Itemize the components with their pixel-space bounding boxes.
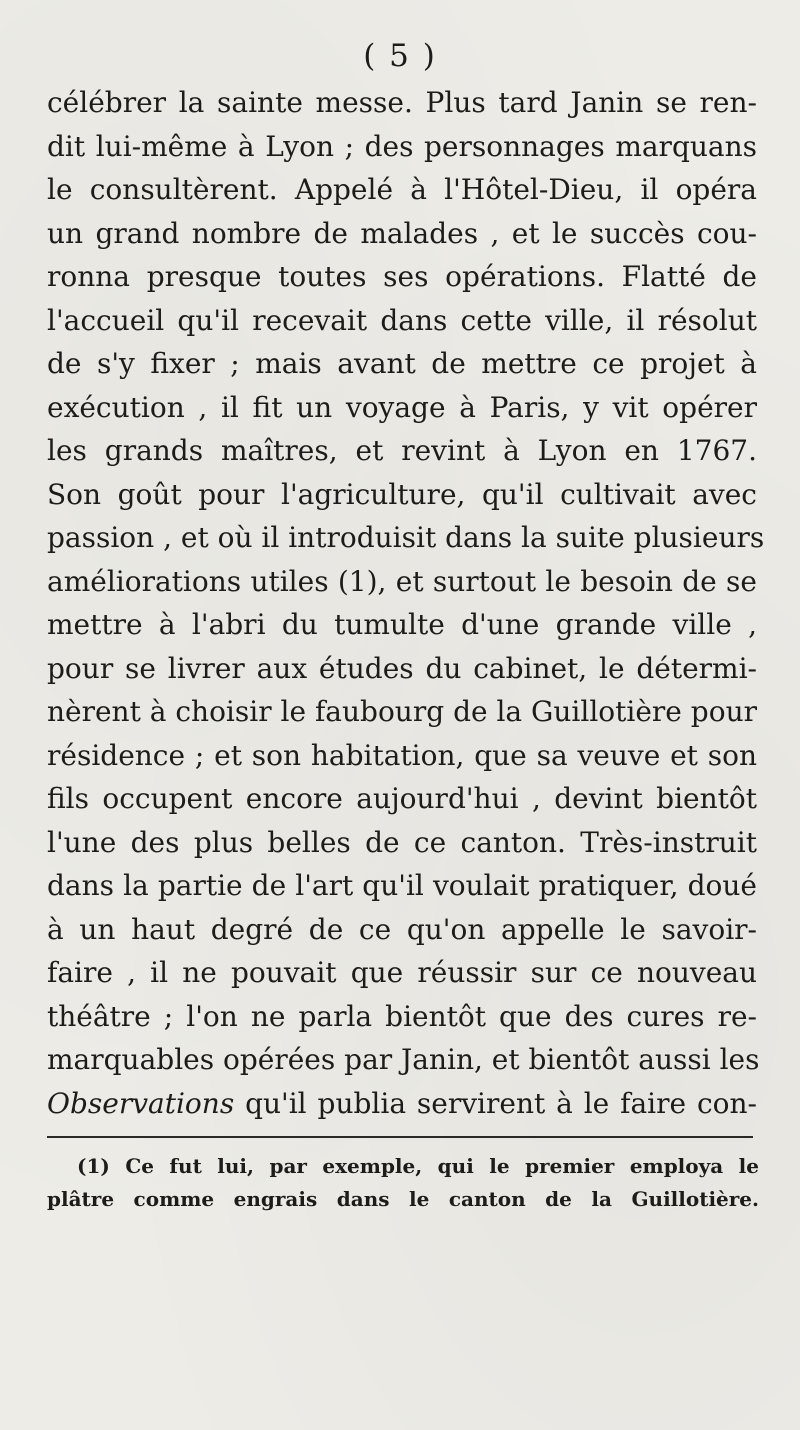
text-line: l'une des plus belles de ce canton. Très-instruit (47, 825, 757, 859)
text-line: mettre à l'abri du tumulte d'une grande ville , (47, 608, 757, 641)
text-line: faire , il ne pouvait que réussir sur ce nouveau (47, 956, 757, 989)
italic-title-word: Observations (47, 1086, 235, 1120)
text-line: théâtre ; l'on ne parla bientôt que des cures re- (47, 999, 757, 1033)
text-line: à un haut degré de ce qu'on appelle le savoir- (47, 912, 757, 946)
text-line: célébrer la sainte messe. Plus tard Janin se ren- (47, 86, 757, 119)
text-line-rest: qu'il publia servirent à le faire con- (234, 1086, 757, 1120)
text-line: améliorations utiles (1), et surtout le besoin de se (47, 564, 757, 598)
text-line: passion , et où il introduisit dans la suite plusieurs (47, 521, 765, 554)
text-line: dans la partie de l'art qu'il voulait pratiquer, doué (47, 869, 757, 902)
footnote-line: (1) Ce fut lui, par exemple, qui le premier employa le (77, 1154, 759, 1178)
text-line: l'accueil qu'il recevait dans cette ville, il résolut (47, 303, 757, 337)
page-number: ( 5 ) (363, 38, 437, 74)
body-text (47, 81, 765, 1125)
text-line: marquables opérées par Janin, et bientôt aussi les (47, 1043, 760, 1076)
text-line: résidence ; et son habitation, que sa veuve et son (47, 738, 757, 772)
text-line: le consultèrent. Appelé à l'Hôtel-Dieu, il opéra (47, 173, 757, 206)
footnote (47, 1150, 759, 1216)
text-line: ronna presque toutes ses opérations. Flatté de (47, 260, 757, 293)
text-line: exécution , il fit un voyage à Paris, y vit opérer (47, 390, 757, 424)
text-line: fils occupent encore aujourd'hui , devint bientôt (47, 782, 757, 815)
text-line: Son goût pour l'agriculture, qu'il cultivait avec (47, 477, 757, 511)
text-line-last (47, 1082, 757, 1126)
footnote-line: plâtre comme engrais dans le canton de la Guillotière. (47, 1187, 759, 1211)
text-line: nèrent à choisir le faubourg de la Guillotière pour (47, 695, 757, 728)
text-line: les grands maîtres, et revint à Lyon en 1767. (47, 434, 757, 467)
text-line: pour se livrer aux études du cabinet, le détermi- (47, 651, 757, 685)
footnote-divider (47, 1136, 753, 1138)
text-line: dit lui-même à Lyon ; des personnages marquans (47, 129, 757, 163)
text-line: un grand nombre de malades , et le succès cou- (47, 216, 757, 250)
text-line: de s'y fixer ; mais avant de mettre ce projet à (47, 347, 757, 380)
